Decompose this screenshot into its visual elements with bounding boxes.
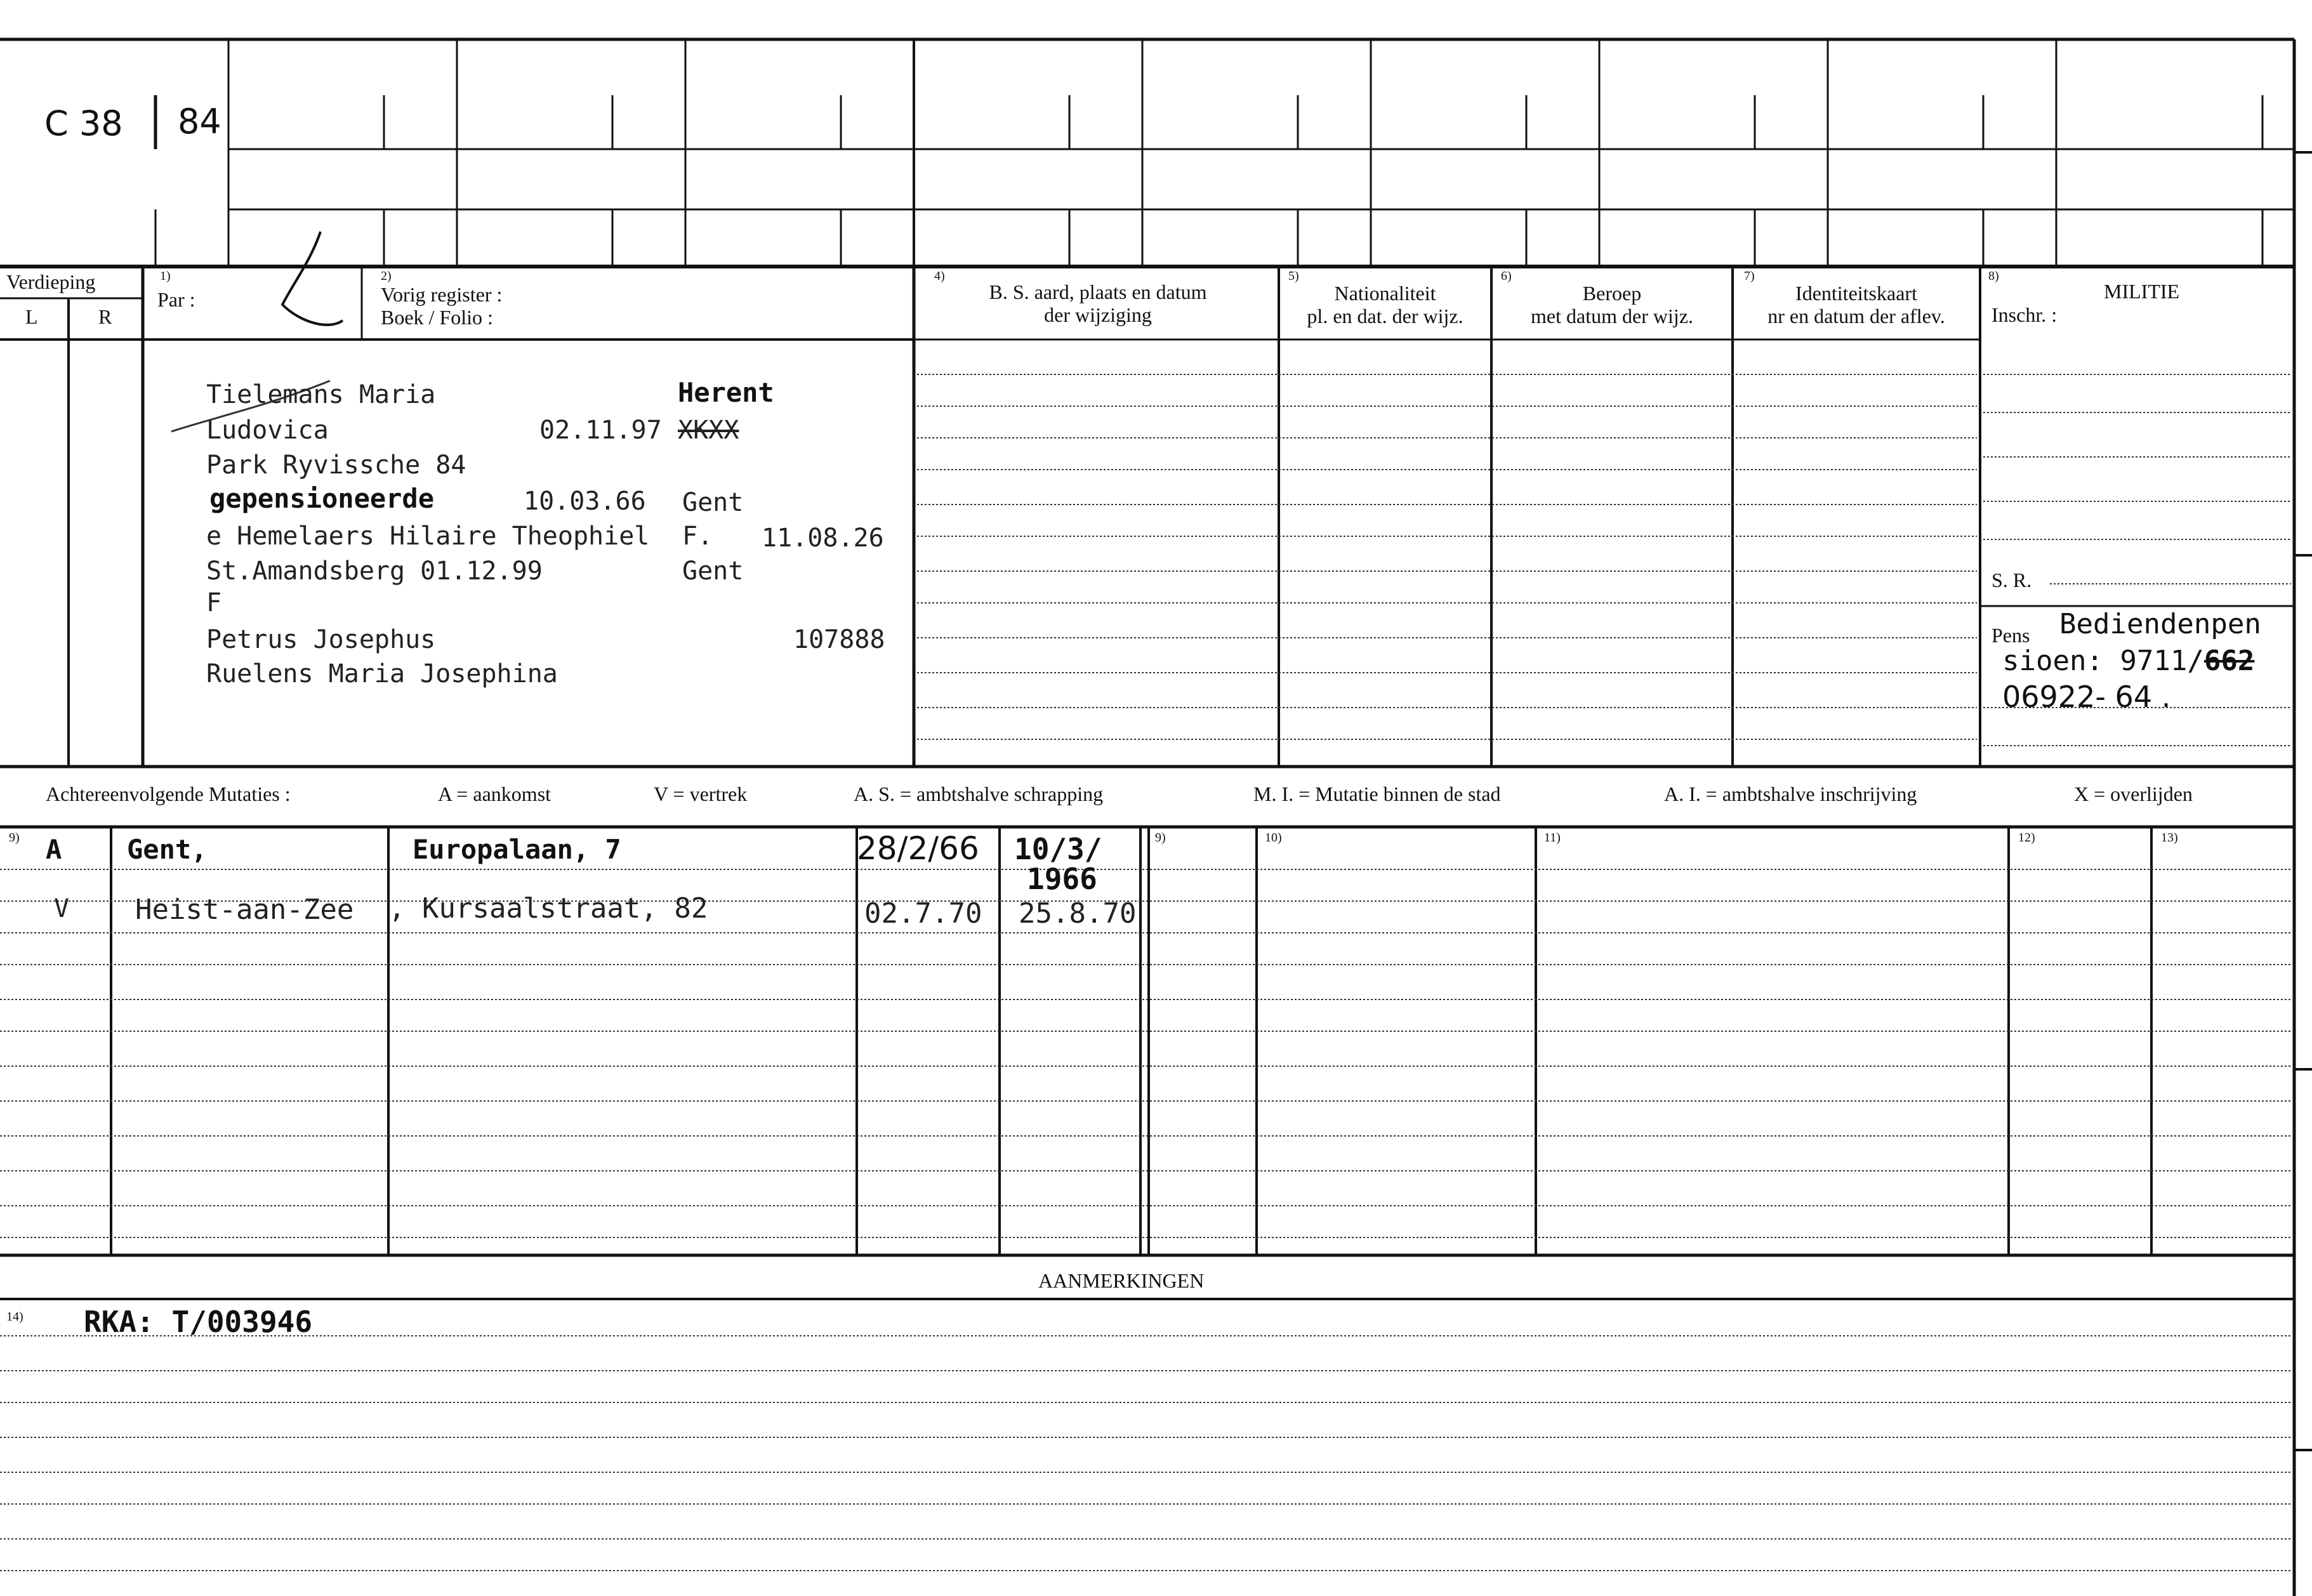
spouse-birth-place: Gent <box>682 557 744 586</box>
legend-v: V = vertrek <box>654 782 748 805</box>
pension-line-2 <box>2002 647 2254 675</box>
spouse-date: 11.08.26 <box>762 524 884 553</box>
verdieping-label: Verdieping <box>6 270 96 293</box>
person-name-2: Ludovica <box>206 416 329 445</box>
struck-text: XKXX <box>678 416 739 445</box>
person-name: Tielemans Maria <box>206 380 436 409</box>
verdieping-r-label: R <box>98 305 112 328</box>
col12-footnote: 12) <box>2018 831 2035 845</box>
legend-as: A. S. = ambtshalve schrapping <box>854 782 1104 805</box>
card-number: 84 <box>178 102 221 142</box>
spouse-mark: F. <box>682 522 713 551</box>
line-f: F <box>206 588 222 617</box>
militie-title: MILITIE <box>2104 280 2180 303</box>
nationaliteit-label-1: Nationaliteit <box>1334 282 1436 305</box>
mutation-date-1: 02.7.70 <box>864 897 982 930</box>
pension-line-1: Bediendenpen <box>2059 608 2261 640</box>
bs-label-1: B. S. aard, plaats en datum <box>989 280 1207 303</box>
mutation-type: V <box>54 894 70 923</box>
pension-number: sioen: 9711/ <box>2002 645 2204 677</box>
beroep-footnote: 6) <box>1501 269 1512 283</box>
identiteit-footnote: 7) <box>1744 269 1755 283</box>
spouse-birth: St.Amandsberg 01.12.99 <box>206 557 543 586</box>
col13-footnote: 13) <box>2161 831 2178 845</box>
nationaliteit-label-2: pl. en dat. der wijz. <box>1307 305 1463 327</box>
legend-x: X = overlijden <box>2074 782 2193 805</box>
verdieping-l-label: L <box>25 305 38 328</box>
remarks-text: RKA: T/003946 <box>84 1305 313 1339</box>
bs-footnote: 4) <box>934 269 945 283</box>
sr-label: S. R. <box>1992 569 2032 591</box>
vorig-footnote: 2) <box>381 269 392 283</box>
legend-title: Achtereenvolgende Mutaties : <box>46 782 291 805</box>
legend-a: A = aankomst <box>438 782 552 805</box>
birth-date: 02.11.97 <box>539 416 662 445</box>
mutation-date-2a: 10/3/ <box>1014 832 1102 866</box>
nationaliteit-footnote: 5) <box>1288 269 1299 283</box>
reference-number: 107888 <box>793 625 885 654</box>
remarks-title: AANMERKINGEN <box>1038 1269 1205 1292</box>
beroep-label-1: Beroep <box>1582 282 1642 305</box>
mutation-date-2: 25.8.70 <box>1019 897 1137 930</box>
mutation-street: Europalaan, 7 <box>413 834 621 865</box>
mutation-date-2b: 1966 <box>1027 862 1097 896</box>
par-footnote: 1) <box>160 269 171 283</box>
address: Park Ryvissche 84 <box>206 451 466 480</box>
boek-folio-label: Boek / Folio : <box>381 306 493 329</box>
mother-name: Ruelens Maria Josephina <box>206 659 558 689</box>
mutation-city: Gent, <box>127 834 208 865</box>
militie-footnote: 8) <box>1988 269 1999 283</box>
inschr-label: Inschr. : <box>1992 303 2058 326</box>
pension-line-3: 06922- 64 . <box>2002 680 2171 714</box>
pension-struck: 662 <box>2203 645 2255 677</box>
beroep-label-2: met datum der wijz. <box>1531 305 1693 327</box>
occupation-date: 10.03.66 <box>524 487 646 516</box>
birth-place: Herent <box>678 377 774 408</box>
pens-label: Pens <box>1992 624 2030 647</box>
col10-footnote: 10) <box>1265 831 1282 845</box>
mutation-date-1: 28/2/66 <box>857 830 979 867</box>
identiteit-label-1: Identiteitskaart <box>1795 282 1917 305</box>
bs-label-2: der wijziging <box>1044 303 1152 326</box>
identiteit-label-2: nr en datum der aflev. <box>1767 305 1945 327</box>
mutation-type: A <box>46 834 62 865</box>
legend-mi: M. I. = Mutatie binnen de stad <box>1253 782 1501 805</box>
col9b-footnote: 9) <box>1155 831 1166 845</box>
mutation-street: , Kursaalstraat, 82 <box>388 892 708 925</box>
spouse: e Hemelaers Hilaire Theophiel <box>206 522 650 551</box>
col9-footnote: 9) <box>9 831 20 845</box>
mutation-city: Heist-aan-Zee <box>135 894 354 926</box>
father-name: Petrus Josephus <box>206 625 436 654</box>
occupation: gepensioneerde <box>209 483 435 514</box>
par-label: Par : <box>157 288 195 311</box>
remarks-footnote: 14) <box>6 1310 23 1324</box>
card-code: C 38 <box>44 103 123 143</box>
col11-footnote: 11) <box>1544 831 1561 845</box>
legend-ai: A. I. = ambtshalve inschrijving <box>1664 782 1917 805</box>
occupation-place: Gent <box>682 488 744 517</box>
vorig-register-label: Vorig register : <box>381 283 503 306</box>
